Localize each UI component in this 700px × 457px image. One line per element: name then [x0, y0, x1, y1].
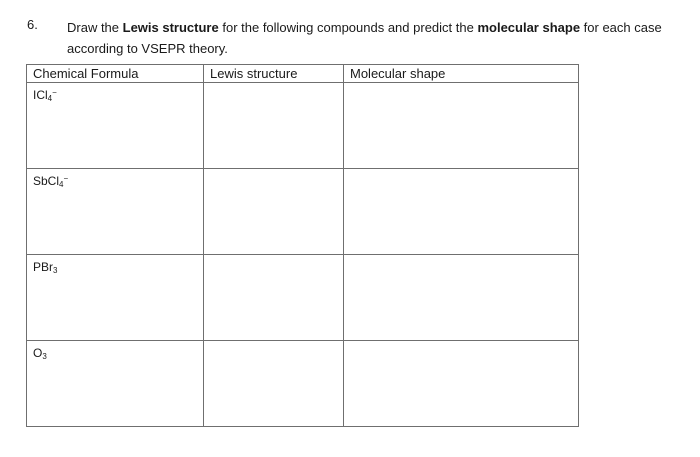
answer-table	[26, 64, 579, 427]
formula-sbcl4: SbCl$_4$−	[33, 174, 69, 189]
formula-pbr3: PBr$_3$	[33, 260, 58, 275]
table-row	[27, 255, 579, 341]
molecular-shape-answer-cell[interactable]	[344, 169, 579, 255]
header-lewis-structure: Lewis structure	[204, 65, 344, 83]
formula-cell	[27, 255, 204, 341]
header-chemical-formula: Chemical Formula	[27, 65, 204, 83]
table-row	[27, 341, 579, 427]
formula-o3: $O_3$	[33, 346, 47, 361]
question-keyword-lewis-structure: Lewis structure	[122, 20, 219, 35]
formula-icl4: ICl$_4$−	[33, 88, 57, 103]
lewis-structure-answer-cell[interactable]	[204, 169, 344, 255]
lewis-structure-answer-cell[interactable]	[204, 255, 344, 341]
question-number: 6.	[27, 17, 38, 32]
formula-cell	[27, 341, 204, 427]
question-text-part-1: Draw the	[67, 20, 123, 35]
table-row	[27, 169, 579, 255]
question-text-part-2: for the following compounds and predict the	[218, 20, 478, 35]
molecular-shape-answer-cell[interactable]	[344, 255, 579, 341]
table-row	[27, 83, 579, 169]
lewis-structure-answer-cell[interactable]	[204, 83, 344, 169]
molecular-shape-answer-cell[interactable]	[344, 341, 579, 427]
question-text-part-3: for each case according to VSEPR theory.	[67, 20, 662, 56]
header-molecular-shape: Molecular shape	[344, 65, 579, 83]
lewis-structure-answer-cell[interactable]	[204, 341, 344, 427]
formula-cell	[27, 83, 204, 169]
table-header-row	[27, 65, 579, 83]
molecular-shape-answer-cell[interactable]	[344, 83, 579, 169]
question-text	[67, 17, 677, 59]
question-keyword-molecular-shape: molecular shape	[477, 20, 581, 35]
formula-cell	[27, 169, 204, 255]
